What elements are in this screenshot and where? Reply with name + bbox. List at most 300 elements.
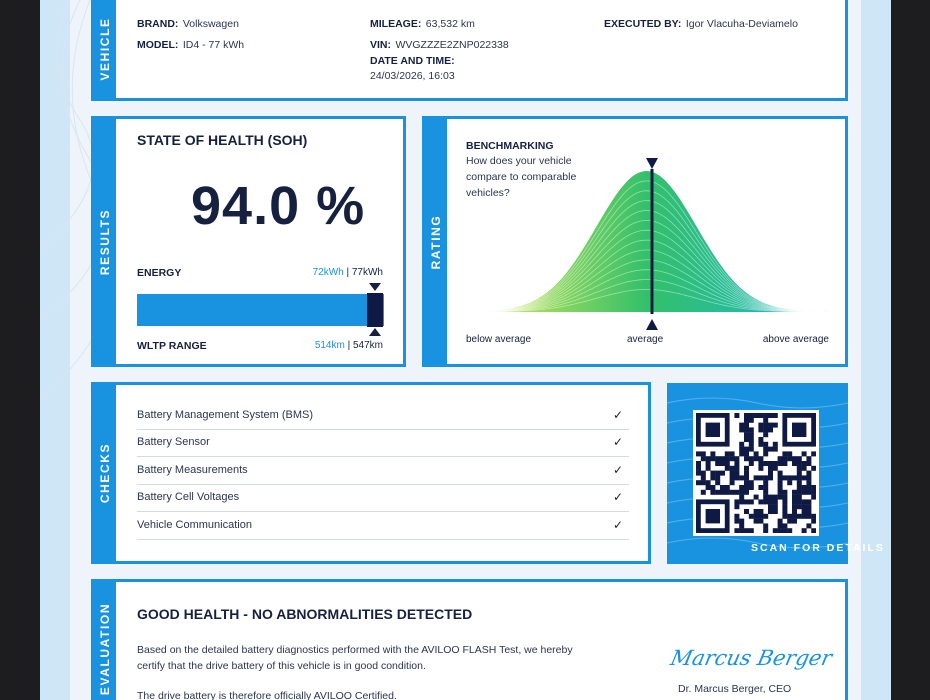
qr-module xyxy=(768,466,773,471)
qr-module xyxy=(749,418,754,423)
qr-module xyxy=(744,499,749,504)
qr-module xyxy=(763,480,768,485)
qr-module xyxy=(734,466,739,471)
qr-module xyxy=(734,461,739,466)
qr-module xyxy=(710,490,715,495)
qr-module xyxy=(787,475,792,480)
qr-module xyxy=(739,499,744,504)
qr-module xyxy=(806,509,811,514)
qr-module xyxy=(696,471,701,476)
qr-module xyxy=(768,427,773,432)
qr-module xyxy=(787,456,792,461)
qr-module xyxy=(701,475,706,480)
range-nominal: 547km xyxy=(352,340,383,351)
evaluation-line-2: certify that the drive battery of this vehicle is in good condition. xyxy=(137,660,426,672)
mileage-value: 63,532 km xyxy=(425,18,475,30)
qr-module xyxy=(710,485,715,490)
vehicle-card xyxy=(91,0,848,101)
qr-module xyxy=(763,447,768,452)
energy-current: 72kWh xyxy=(312,267,344,278)
qr-module xyxy=(734,528,739,533)
checks-card xyxy=(91,382,651,564)
qr-module xyxy=(749,456,754,461)
qr-module xyxy=(758,413,763,418)
benchmark-question-1: How does your vehicle xyxy=(466,155,572,167)
checkmark-icon: ✓ xyxy=(612,435,623,449)
qr-module xyxy=(744,485,749,490)
qr-module xyxy=(696,480,701,485)
qr-module xyxy=(811,519,816,524)
qr-module xyxy=(782,456,787,461)
qr-module xyxy=(787,451,792,456)
qr-module xyxy=(778,495,783,500)
qr-module xyxy=(720,485,725,490)
qr-finder-pattern xyxy=(792,423,806,437)
qr-module xyxy=(792,509,797,514)
qr-module xyxy=(768,475,773,480)
evaluation-tab xyxy=(94,582,116,700)
qr-module xyxy=(773,528,778,533)
qr-module xyxy=(811,495,816,500)
qr-module xyxy=(701,456,706,461)
qr-module xyxy=(792,461,797,466)
qr-module xyxy=(749,485,754,490)
qr-module xyxy=(797,471,802,476)
qr-module xyxy=(720,471,725,476)
qr-module xyxy=(734,499,739,504)
brand-value: Volkswagen xyxy=(182,18,239,30)
qr-module xyxy=(715,461,720,466)
qr-module xyxy=(734,475,739,480)
qr-module xyxy=(806,471,811,476)
qr-module xyxy=(701,471,706,476)
qr-module xyxy=(763,485,768,490)
check-label: Vehicle Communication xyxy=(137,519,252,531)
benchmark-question-3: vehicles? xyxy=(466,187,510,199)
qr-module xyxy=(739,495,744,500)
qr-module xyxy=(758,461,763,466)
qr-module xyxy=(768,461,773,466)
qr-module xyxy=(749,427,754,432)
qr-module xyxy=(811,490,816,495)
range-separator: | xyxy=(344,340,353,351)
benchmark-question-2: compare to comparable xyxy=(466,171,577,183)
qr-module xyxy=(734,504,739,509)
qr-module xyxy=(754,519,759,524)
qr-module xyxy=(782,461,787,466)
qr-module xyxy=(802,485,807,490)
qr-module xyxy=(739,427,744,432)
qr-module xyxy=(811,528,816,533)
qr-module xyxy=(710,471,715,476)
qr-module xyxy=(749,413,754,418)
qr-module xyxy=(744,456,749,461)
qr-module xyxy=(744,466,749,471)
check-label: Battery Sensor xyxy=(137,436,210,448)
checkmark-icon: ✓ xyxy=(612,408,623,422)
model-label: MODEL: xyxy=(137,39,179,51)
qr-module xyxy=(763,523,768,528)
range-current: 514km xyxy=(314,340,345,351)
qr-module xyxy=(758,499,763,504)
qr-module xyxy=(725,485,730,490)
qr-module xyxy=(734,471,739,476)
qr-module xyxy=(763,451,768,456)
qr-module xyxy=(773,423,778,428)
qr-module xyxy=(797,456,802,461)
qr-module xyxy=(806,514,811,519)
qr-module xyxy=(754,495,759,500)
qr-module xyxy=(782,490,787,495)
checks-tab xyxy=(94,385,116,561)
qr-module xyxy=(739,528,744,533)
qr-module xyxy=(744,427,749,432)
qr-module xyxy=(749,442,754,447)
qr-module xyxy=(806,480,811,485)
qr-module xyxy=(802,528,807,533)
qr-module xyxy=(744,437,749,442)
qr-module xyxy=(744,432,749,437)
qr-module xyxy=(797,480,802,485)
qr-module xyxy=(782,528,787,533)
check-label: Battery Measurements xyxy=(137,464,248,476)
qr-module xyxy=(758,427,763,432)
qr-module xyxy=(797,466,802,471)
qr-module xyxy=(725,466,730,471)
qr-module xyxy=(710,456,715,461)
qr-module xyxy=(763,423,768,428)
qr-module xyxy=(811,485,816,490)
qr-module xyxy=(763,528,768,533)
qr-module xyxy=(739,490,744,495)
qr-module xyxy=(782,504,787,509)
qr-module xyxy=(739,475,744,480)
qr-module xyxy=(734,413,739,418)
qr-module xyxy=(758,509,763,514)
qr-module xyxy=(758,456,763,461)
qr-caption-text: SCAN FOR DETAILS xyxy=(751,542,885,554)
certificate-sheet xyxy=(40,0,891,700)
qr-module xyxy=(763,442,768,447)
brand-label: BRAND: xyxy=(137,18,179,30)
qr-module xyxy=(763,475,768,480)
qr-module xyxy=(768,499,773,504)
checkmark-icon: ✓ xyxy=(612,490,623,504)
qr-module xyxy=(744,528,749,533)
qr-module xyxy=(782,451,787,456)
energy-marker-icon xyxy=(361,281,389,293)
qr-module xyxy=(782,499,787,504)
qr-module xyxy=(763,514,768,519)
qr-module xyxy=(806,456,811,461)
qr-module xyxy=(725,451,730,456)
qr-module xyxy=(725,461,730,466)
qr-module xyxy=(802,490,807,495)
date-value: 24/03/2026, 16:03 xyxy=(370,70,455,82)
qr-module xyxy=(778,461,783,466)
qr-module xyxy=(730,480,735,485)
qr-module xyxy=(739,451,744,456)
qr-module xyxy=(758,423,763,428)
qr-finder-pattern xyxy=(706,423,720,437)
qr-code-icon[interactable] xyxy=(696,413,816,533)
qr-module xyxy=(763,418,768,423)
qr-module xyxy=(806,499,811,504)
qr-module xyxy=(773,509,778,514)
vin-value: WVGZZZE2ZNP022338 xyxy=(395,39,509,51)
qr-module xyxy=(739,519,744,524)
qr-module xyxy=(749,499,754,504)
checkmark-icon: ✓ xyxy=(612,463,623,477)
qr-module xyxy=(758,514,763,519)
qr-module xyxy=(782,509,787,514)
qr-module xyxy=(768,447,773,452)
check-row xyxy=(137,431,629,457)
qr-module xyxy=(802,461,807,466)
qr-module xyxy=(763,427,768,432)
qr-module xyxy=(768,413,773,418)
qr-module xyxy=(715,456,720,461)
qr-module xyxy=(734,456,739,461)
qr-module xyxy=(758,466,763,471)
qr-module xyxy=(734,519,739,524)
vehicle-tab-label: VEHICLE xyxy=(98,17,112,81)
qr-module xyxy=(730,466,735,471)
energy-label: ENERGY xyxy=(137,267,182,279)
qr-module xyxy=(778,475,783,480)
qr-module xyxy=(744,480,749,485)
check-row xyxy=(137,486,629,512)
qr-module xyxy=(773,447,778,452)
qr-caption xyxy=(751,542,885,554)
qr-module xyxy=(782,495,787,500)
qr-module xyxy=(754,451,759,456)
range-label: WLTP RANGE xyxy=(137,340,207,352)
qr-module xyxy=(749,447,754,452)
qr-module xyxy=(696,451,701,456)
qr-module xyxy=(792,499,797,504)
qr-module xyxy=(768,509,773,514)
qr-module xyxy=(782,514,787,519)
qr-module xyxy=(792,495,797,500)
benchmark-title: BENCHMARKING xyxy=(466,140,554,152)
signer-name: Dr. Marcus Berger, CEO xyxy=(678,683,792,695)
qr-module xyxy=(773,495,778,500)
qr-module xyxy=(792,475,797,480)
qr-module xyxy=(797,485,802,490)
qr-module xyxy=(782,523,787,528)
qr-module xyxy=(778,480,783,485)
qr-module xyxy=(792,490,797,495)
qr-module xyxy=(778,485,783,490)
qr-module xyxy=(763,495,768,500)
qr-module xyxy=(792,514,797,519)
qr-module xyxy=(744,447,749,452)
qr-module xyxy=(754,514,759,519)
qr-module xyxy=(802,451,807,456)
executed-label: EXECUTED BY: xyxy=(604,18,682,30)
qr-module xyxy=(806,490,811,495)
qr-module xyxy=(706,461,711,466)
qr-module xyxy=(744,413,749,418)
qr-module xyxy=(797,490,802,495)
qr-module xyxy=(730,475,735,480)
qr-module xyxy=(802,475,807,480)
qr-module xyxy=(806,523,811,528)
evaluation-title: GOOD HEALTH - NO ABNORMALITIES DETECTED xyxy=(137,606,473,622)
qr-module xyxy=(768,471,773,476)
qr-module xyxy=(701,480,706,485)
evaluation-line-1: Based on the detailed battery diagnostics performed with the AVILOO FLASH Test, we hereby xyxy=(137,644,573,656)
qr-module xyxy=(758,437,763,442)
qr-module xyxy=(715,471,720,476)
qr-module xyxy=(773,461,778,466)
qr-module xyxy=(730,471,735,476)
mileage-label: MILEAGE: xyxy=(370,18,422,30)
qr-module xyxy=(802,504,807,509)
qr-module xyxy=(730,456,735,461)
qr-module xyxy=(787,528,792,533)
qr-module xyxy=(811,451,816,456)
qr-module xyxy=(749,514,754,519)
qr-module xyxy=(754,509,759,514)
qr-module xyxy=(792,456,797,461)
qr-module xyxy=(778,519,783,524)
qr-module xyxy=(749,461,754,466)
date-label: DATE AND TIME: xyxy=(370,55,455,67)
qr-module xyxy=(706,485,711,490)
checkmark-icon: ✓ xyxy=(612,518,623,532)
qr-module xyxy=(802,466,807,471)
qr-module xyxy=(778,528,783,533)
qr-module xyxy=(706,466,711,471)
qr-module xyxy=(768,504,773,509)
results-card xyxy=(91,116,406,367)
qr-module xyxy=(744,471,749,476)
qr-module xyxy=(797,514,802,519)
qr-module xyxy=(778,471,783,476)
qr-module xyxy=(778,523,783,528)
energy-separator: | xyxy=(343,267,352,278)
qr-module xyxy=(701,451,706,456)
benchmark-chart xyxy=(425,119,845,364)
soh-title: STATE OF HEALTH (SOH) xyxy=(137,132,308,148)
check-row xyxy=(137,404,629,430)
evaluation-tab-label: EVALUATION xyxy=(98,602,112,696)
qr-module xyxy=(710,475,715,480)
qr-module xyxy=(696,466,701,471)
qr-module xyxy=(778,456,783,461)
qr-module xyxy=(806,475,811,480)
qr-module xyxy=(782,475,787,480)
soh-value: 94.0 % xyxy=(191,176,366,236)
qr-module xyxy=(754,456,759,461)
qr-module xyxy=(797,504,802,509)
qr-module xyxy=(797,475,802,480)
qr-module xyxy=(720,461,725,466)
qr-module xyxy=(744,451,749,456)
qr-module xyxy=(797,461,802,466)
qr-module xyxy=(749,432,754,437)
qr-module xyxy=(739,447,744,452)
qr-module xyxy=(811,466,816,471)
qr-module xyxy=(715,475,720,480)
qr-module xyxy=(749,480,754,485)
qr-module xyxy=(802,499,807,504)
qr-module xyxy=(696,461,701,466)
qr-module xyxy=(802,514,807,519)
qr-module xyxy=(749,528,754,533)
above-average-label: above average xyxy=(762,334,829,345)
range-marker-icon xyxy=(361,326,389,338)
qr-module xyxy=(758,519,763,524)
qr-module xyxy=(725,456,730,461)
model-value: ID4 - 77 kWh xyxy=(182,39,245,51)
qr-module xyxy=(763,432,768,437)
position-marker-top-icon xyxy=(646,158,658,169)
qr-module xyxy=(763,490,768,495)
qr-module xyxy=(744,490,749,495)
qr-module xyxy=(720,456,725,461)
qr-module xyxy=(706,480,711,485)
qr-module xyxy=(792,519,797,524)
qr-module xyxy=(744,423,749,428)
qr-module xyxy=(787,519,792,524)
qr-module xyxy=(758,485,763,490)
ceo-signature: Marcus Berger xyxy=(668,646,835,670)
qr-module xyxy=(749,437,754,442)
vehicle-tab xyxy=(94,0,116,98)
qr-module xyxy=(725,490,730,495)
soh-bar-end xyxy=(367,293,383,327)
qr-module xyxy=(806,504,811,509)
qr-module xyxy=(773,504,778,509)
qr-module xyxy=(773,499,778,504)
evaluation-line-3: The drive battery is therefore officially AVILOO Certified. xyxy=(137,690,397,700)
qr-module xyxy=(778,490,783,495)
qr-module xyxy=(773,442,778,447)
qr-module xyxy=(787,514,792,519)
evaluation-card xyxy=(91,579,848,700)
qr-module xyxy=(720,490,725,495)
qr-module xyxy=(763,413,768,418)
soh-bar xyxy=(137,294,384,326)
qr-module xyxy=(710,451,715,456)
qr-module xyxy=(739,523,744,528)
qr-finder-pattern xyxy=(706,509,720,523)
position-marker-bottom-icon xyxy=(646,319,658,330)
qr-module xyxy=(739,485,744,490)
qr-module xyxy=(754,413,759,418)
qr-module xyxy=(739,423,744,428)
qr-module xyxy=(806,461,811,466)
qr-module xyxy=(744,475,749,480)
qr-module xyxy=(706,456,711,461)
qr-module xyxy=(758,475,763,480)
qr-module xyxy=(730,451,735,456)
qr-module xyxy=(763,461,768,466)
qr-module xyxy=(797,495,802,500)
check-row xyxy=(137,459,629,485)
qr-module xyxy=(806,485,811,490)
qr-panel[interactable] xyxy=(667,383,885,564)
rating-tab-label: RATING xyxy=(429,214,443,269)
qr-module xyxy=(758,442,763,447)
vin-label: VIN: xyxy=(370,39,391,51)
qr-module xyxy=(734,490,739,495)
qr-module xyxy=(773,413,778,418)
qr-module xyxy=(739,442,744,447)
